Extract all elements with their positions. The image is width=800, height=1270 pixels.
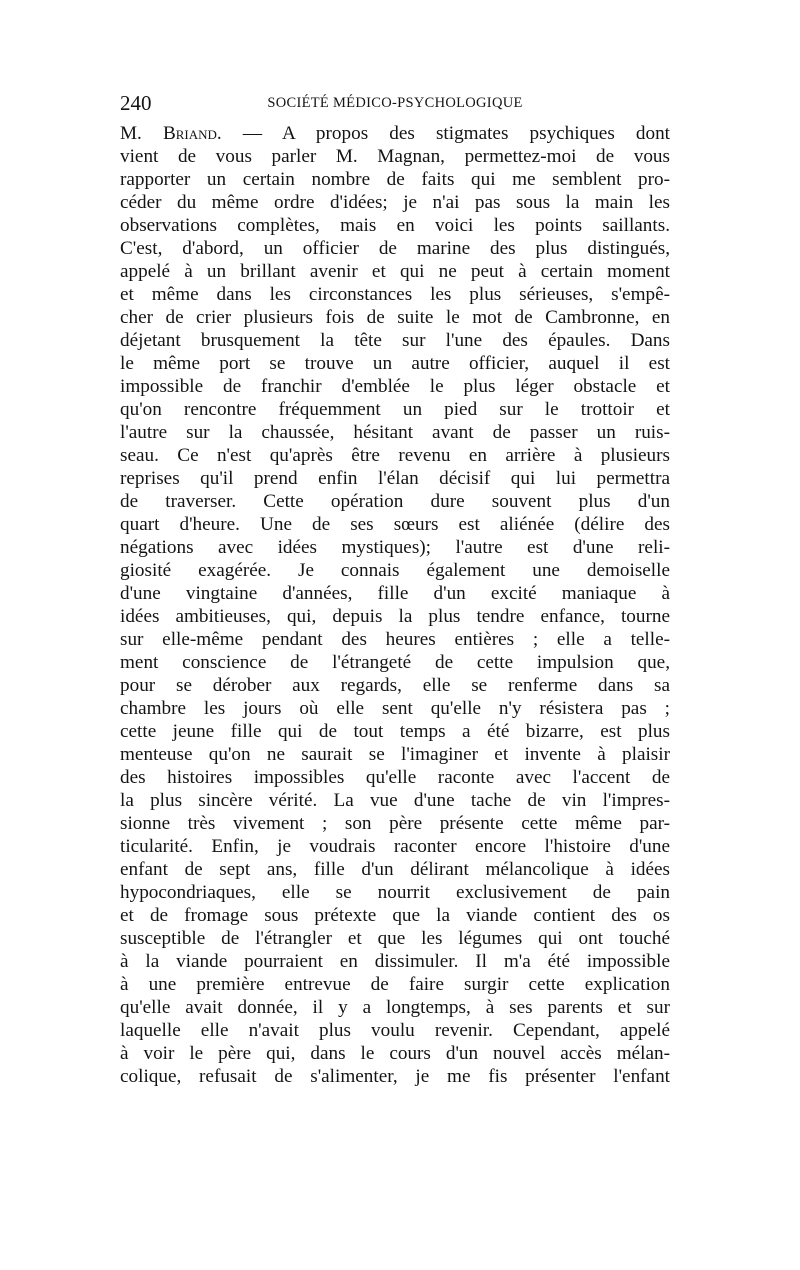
text-line: qu'on rencontre fréquemment un pied sur le trottoir et (120, 399, 670, 420)
page-header (120, 88, 670, 118)
text-line: impossible de franchir d'emblée le plus léger obstacle et (120, 376, 670, 397)
running-head: SOCIÉTÉ MÉDICO-PSYCHOLOGIQUE (267, 95, 523, 111)
text-line: C'est, d'abord, un officier de marine des plus distingués, (120, 238, 670, 259)
text-line: sur elle-même pendant des heures entières ; elle a telle- (120, 629, 670, 650)
text-line: et de fromage sous prétexte que la viande contient des os (120, 905, 670, 926)
text-line: à une première entrevue de faire surgir cette explication (120, 974, 670, 995)
text-line: le même port se trouve un autre officier, auquel il est (120, 353, 670, 374)
text-line: à voir le père qui, dans le cours d'un nouvel accès mélan- (120, 1043, 670, 1064)
text-line: à la viande pourraient en dissimuler. Il m'a été impossible (120, 951, 670, 972)
body-text (120, 122, 670, 1088)
text-line: déjetant brusquement la tête sur l'une des épaules. Dans (120, 330, 670, 351)
text-line: et même dans les circonstances les plus sérieuses, s'empê- (120, 284, 670, 305)
text-line: seau. Ce n'est qu'après être revenu en arrière à plusieurs (120, 445, 670, 466)
text-line: sionne très vivement ; son père présente cette même par- (120, 813, 670, 834)
text-line: chambre les jours où elle sent qu'elle n'y résistera pas ; (120, 698, 670, 719)
text-line: cette jeune fille qui de tout temps a été bizarre, est plus (120, 721, 670, 742)
text-line (120, 122, 670, 145)
text-line: susceptible de l'étrangler et que les légumes qui ont touché (120, 928, 670, 949)
text-line: rapporter un certain nombre de faits qui me semblent pro- (120, 169, 670, 190)
text-line: des histoires impossibles qu'elle raconte avec l'accent de (120, 767, 670, 788)
text-line: pour se dérober aux regards, elle se renferme dans sa (120, 675, 670, 696)
page-number: 240 (120, 91, 152, 115)
text-line: céder du même ordre d'idées; je n'ai pas sous la main les (120, 192, 670, 213)
text-line: appelé à un brillant avenir et qui ne peut à certain moment (120, 261, 670, 282)
speaker-name: M. Briand. (120, 123, 222, 144)
text-line: enfant de sept ans, fille d'un délirant mélancolique à idées (120, 859, 670, 880)
text-line: idées ambitieuses, qui, depuis la plus tendre enfance, tourne (120, 606, 670, 627)
text-line: l'autre sur la chaussée, hésitant avant de passer un ruis- (120, 422, 670, 443)
text-line: qu'elle avait donnée, il y a longtemps, à ses parents et sur (120, 997, 670, 1018)
text-line: quart d'heure. Une de ses sœurs est aliénée (délire des (120, 514, 670, 535)
text-line: menteuse qu'on ne saurait se l'imaginer et invente à plaisir (120, 744, 670, 765)
text-line: giosité exagérée. Je connais également une demoiselle (120, 560, 670, 581)
text-line: cher de crier plusieurs fois de suite le mot de Cambronne, en (120, 307, 670, 328)
text-line: laquelle elle n'avait plus voulu revenir. Cependant, appelé (120, 1020, 670, 1041)
text-line: colique, refusait de s'alimenter, je me fis présenter l'enfant (120, 1066, 670, 1087)
text-line: de traverser. Cette opération dure souvent plus d'un (120, 491, 670, 512)
text-line: négations avec idées mystiques); l'autre est d'une reli- (120, 537, 670, 558)
text-line: vient de vous parler M. Magnan, permettez-moi de vous (120, 146, 670, 167)
text-line: hypocondriaques, elle se nourrit exclusivement de pain (120, 882, 670, 903)
text-line: observations complètes, mais en voici les points saillants. (120, 215, 670, 236)
text-line: ticularité. Enfin, je voudrais raconter encore l'histoire d'une (120, 836, 670, 857)
text-line: ment conscience de l'étrangeté de cette impulsion que, (120, 652, 670, 673)
line-text: — A propos des stigmates psychiques dont (221, 123, 670, 144)
text-line: la plus sincère vérité. La vue d'une tache de vin l'impres- (120, 790, 670, 811)
text-line: d'une vingtaine d'années, fille d'un excité maniaque à (120, 583, 670, 604)
text-line: reprises qu'il prend enfin l'élan décisif qui lui permettra (120, 468, 670, 489)
